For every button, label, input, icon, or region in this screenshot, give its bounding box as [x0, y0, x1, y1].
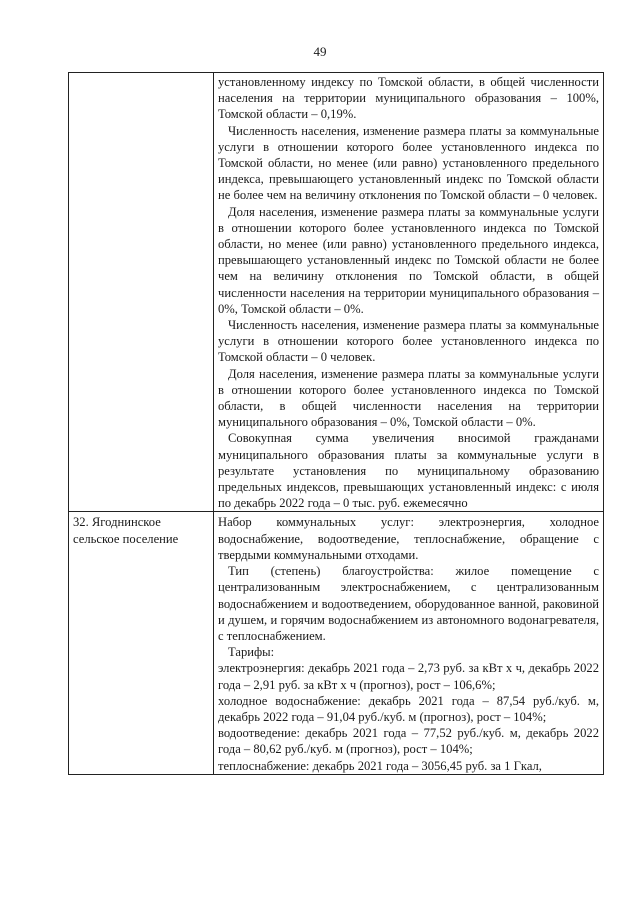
paragraph: Тарифы:: [228, 645, 275, 660]
table-row: [69, 512, 604, 774]
municipality-cell: [69, 73, 214, 512]
paragraph: Доля населения, изменение размера платы за коммунальные услуги в отношении которого более установленного индекса по Томской области, но менее (или равно) установленного предельного индекса, превышающего установленный индекс по Томской области не более чем на величину отклонения по Томской области, в общей численности населения на территории муниципального образования – 0%, Томской области – 0%.: [218, 204, 599, 316]
paragraph: Доля населения, изменение размера платы за коммунальные услуги в отношении которого более установленного индекса по Томской области, в общей численности населения на территории муниципального образования – 0%, Томской области – 0%.: [218, 366, 599, 430]
paragraph: установленному индексу по Томской области, в общей численности населения на территории муниципального образования – 100%, Томской области – 0,19%.: [218, 75, 599, 122]
paragraph: электроэнергия: декабрь 2021 года – 2,73 руб. за кВт х ч, декабрь 2022 года – 2,91 руб. за кВт х ч (прогноз), рост – 106,6%;: [218, 661, 599, 692]
paragraph: холодное водоснабжение: декабрь 2021 года – 87,54 руб./куб. м, декабрь 2022 года – 91,04 руб./куб. м (прогноз), рост – 104%;: [218, 693, 599, 724]
municipality-cell: 32. Ягоднинское сельское поселение: [69, 512, 214, 774]
page-number: 49: [313, 44, 327, 59]
paragraph: водоотведение: декабрь 2021 года – 77,52 руб./куб. м, декабрь 2022 года – 80,62 руб./куб. м (прогноз), рост – 104%;: [218, 726, 599, 757]
paragraph: Совокупная сумма увеличения вносимой гражданами муниципального образования платы за коммунальные услуги в результате установления по муниципальному образованию предельных индексов, превышающих установленный индекс: с июля по декабрь 2022 года – 0 тыс. руб. ежемесячно: [218, 431, 599, 511]
indicators-cell: [214, 73, 604, 512]
paragraph: теплоснабжение: декабрь 2021 года – 3056,45 руб. за 1 Гкал,: [218, 758, 542, 773]
table-row: [69, 73, 604, 512]
paragraph: Набор коммунальных услуг: электроэнергия, холодное водоснабжение, водоотведение, теплоснабжение, обращение с твердыми коммунальными отходами.: [218, 515, 599, 562]
paragraph: Тип (степень) благоустройства: жилое помещение с централизованным электроснабжением, с централизованным водоснабжением и водоотведением, оборудованное ванной, раковиной и душем, и горячим водоснабжением из автономного водонагревателя, с теплоснабжением.: [218, 564, 599, 643]
indicators-cell: [214, 512, 604, 774]
paragraph: Численность населения, изменение размера платы за коммунальные услуги в отношении которого более установленного индекса по Томской области, но менее (или равно) установленного предельного индекса, превышающего установленный индекс по Томской области не более чем на величину отклонения по Томской области – 0 человек.: [218, 123, 599, 203]
document-table: [68, 72, 604, 775]
paragraph: Численность населения, изменение размера платы за коммунальные услуги в отношении которого более установленного индекса по Томской области – 0 человек.: [218, 318, 599, 365]
